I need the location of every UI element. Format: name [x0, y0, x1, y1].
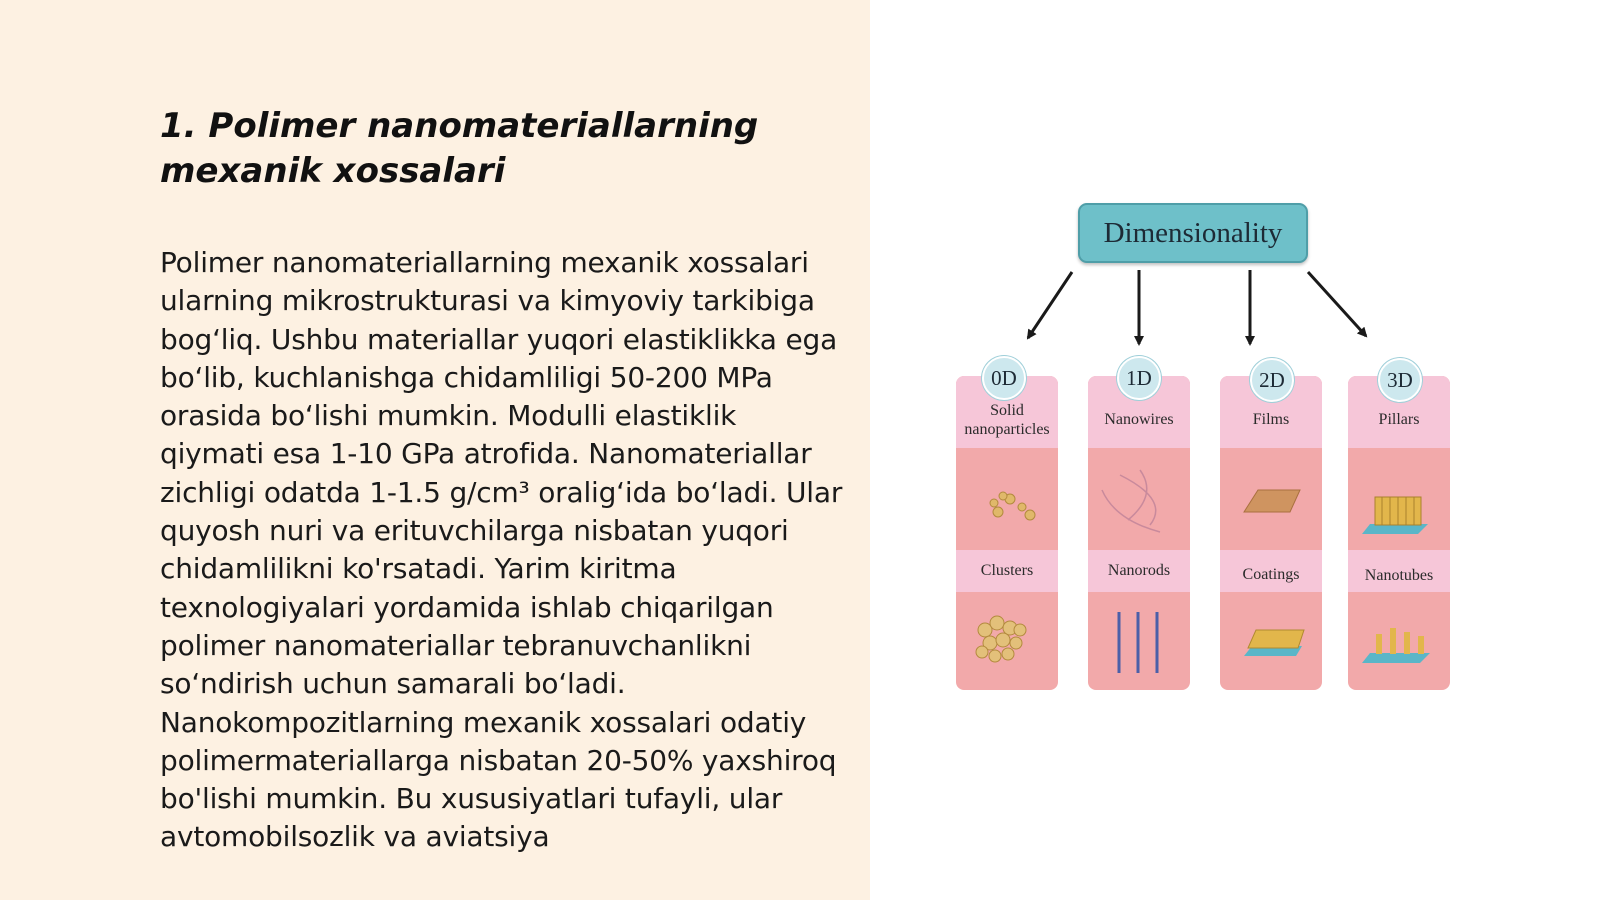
nanotubes-illustration: [1362, 628, 1430, 663]
badge-3d: 3D: [1378, 358, 1422, 402]
label-pillars: Pillars: [1378, 411, 1420, 428]
coating-illustration: [1244, 630, 1304, 656]
label-solid-nanoparticles: Solid nanoparticles: [964, 402, 1050, 438]
label-clusters: Clusters: [980, 562, 1034, 579]
slide-title: 1. Polimer nanomateriallarning mexanik xossalari: [160, 106, 759, 191]
nanorods-illustration: [1119, 612, 1157, 673]
badge-1d: 1D: [1117, 356, 1161, 400]
slide-body-text: Polimer nanomateriallarning mexanik xossalari ularning mikrostrukturasi va kimyoviy tarkibiga bog‘liq. Ushbu materiallar yuqori elastiklikka ega bo‘lib, kuchlanishga chidamliligi 50-200 MPa orasida bo‘lishi mumkin. Modulli elastiklik qiymati esa 1-10 GPa atrofida. Nanomateriallar zichligi odatda 1-1.5 g/cm³ oralig‘ida bo‘ladi. Ular quyosh nuri va erituvchilarga nisbatan yuqori chidamlilikni ko'rsatadi. Yarim kiritma texnologiyalari yordamida ishlab chiqarilgan polimer nanomateriallar tebranuvchanlikni so‘ndirish uchun samarali bo‘ladi. Nanokompozitlarning mexanik xossalari odatiy polimermateriallarga nisbatan 20-50% yaxshiroq bo'lishi mumkin. Bu xususiyatlari tufayli, ular avtomobilsozlik va aviatsiya: [160, 246, 843, 854]
nanoparticles-illustration: [990, 492, 1035, 520]
dimensionality-box: Dimensionality: [1078, 203, 1308, 263]
label-nanorods: Nanorods: [1107, 562, 1171, 579]
badge-2d: 2D: [1250, 358, 1294, 402]
badge-0d: 0D: [982, 356, 1026, 400]
label-coatings: Coatings: [1242, 566, 1300, 583]
film-illustration: [1244, 490, 1300, 512]
nanowires-illustration: [1102, 470, 1160, 532]
label-nanowires: Nanowires: [1104, 411, 1174, 428]
pillars-illustration: [1362, 497, 1428, 534]
clusters-illustration: [976, 616, 1026, 662]
label-films: Films: [1252, 411, 1290, 428]
label-nanotubes: Nanotubes: [1364, 567, 1434, 584]
